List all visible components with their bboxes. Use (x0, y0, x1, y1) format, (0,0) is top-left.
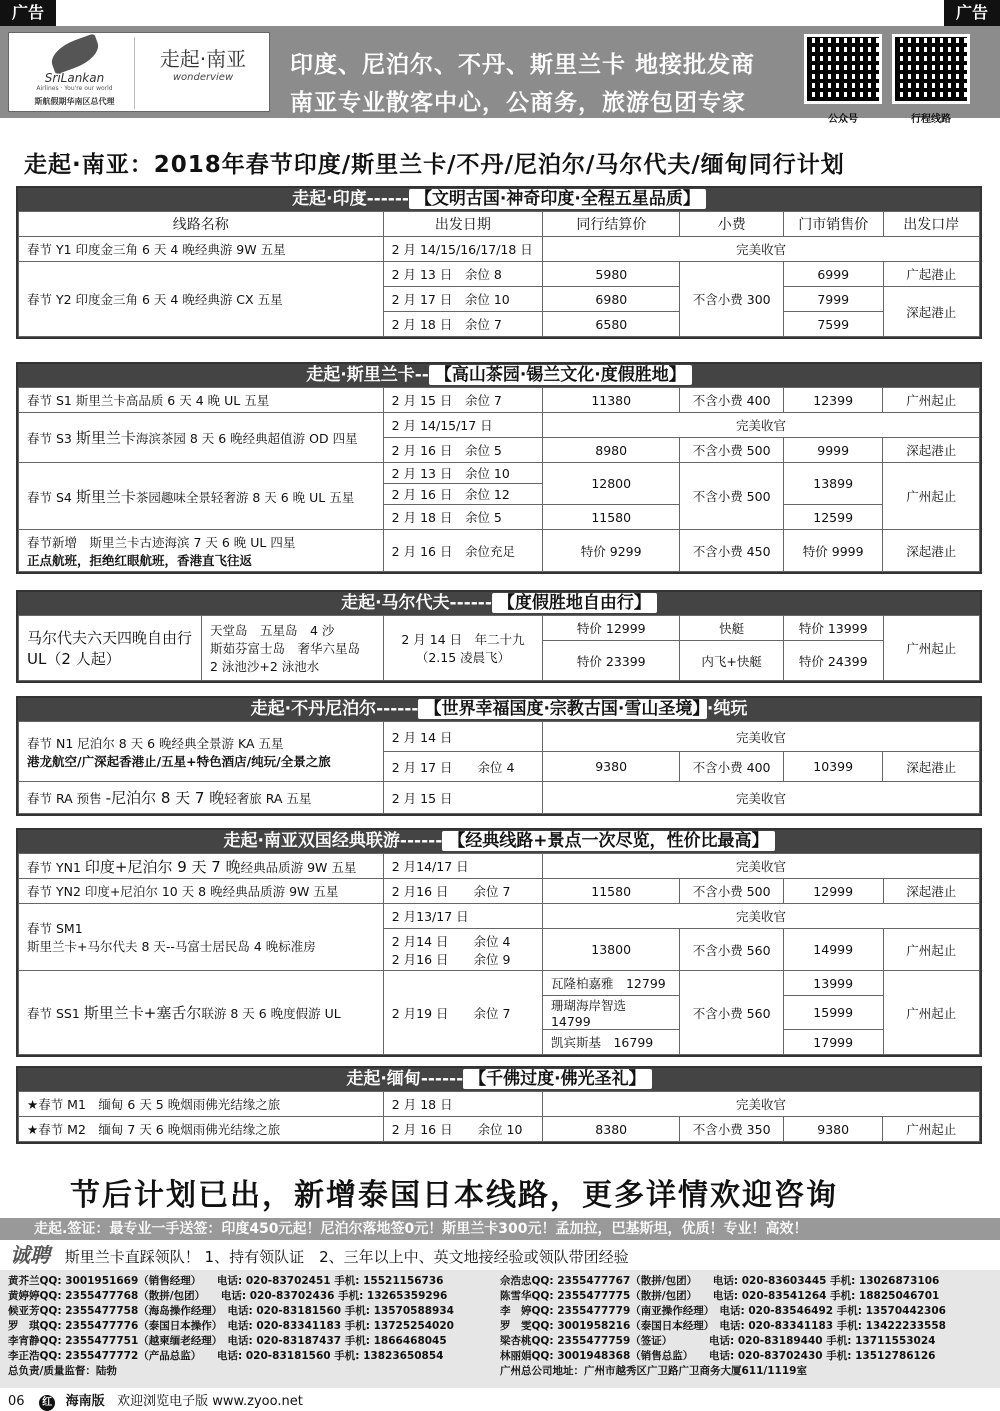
retail-price: 12999 (783, 879, 883, 904)
srilanka-table (18, 387, 980, 572)
date-line: 2 月14 日 余位 4 (391, 933, 511, 949)
route-desc: 轻奢旅 RA 五星 (224, 791, 312, 806)
recruit-row (0, 1242, 1000, 1268)
tip: 不含小费 560 (680, 929, 784, 971)
ad-label-left: 广告 (0, 0, 56, 26)
section-bar (18, 592, 980, 615)
route-country: 斯里兰卡+塞舌尔 (83, 1004, 202, 1022)
retail-price: 特价 9999 (783, 530, 883, 572)
status: 完美收官 (543, 413, 980, 438)
net-price: 6980 (543, 287, 680, 312)
section-dual-country (16, 828, 982, 1057)
port: 广州起止 (883, 463, 980, 530)
table-header-row (19, 212, 980, 237)
tip: 不含小费 400 (680, 388, 783, 413)
contact-row (8, 1304, 992, 1319)
departure-date: 2 月 13 日 余位 10 (383, 463, 542, 484)
airline-bird-icon (47, 33, 103, 75)
table-row[interactable] (19, 1117, 980, 1142)
tip: 不含小费 450 (680, 530, 783, 572)
port: 广起港止 (883, 262, 980, 287)
departure-date: 2 月 16 日 余位 10 (383, 1117, 542, 1142)
supervisor: 总负责/质量监督：陆勃 (8, 1365, 117, 1377)
page-title: 走起·南亚：2018年春节印度/斯里兰卡/不丹/尼泊尔/马尔代夫/缅甸同行计划 (24, 152, 845, 178)
contact-row (8, 1364, 992, 1379)
status: 完美收官 (543, 1092, 980, 1117)
net-price: 11580 (542, 879, 679, 904)
port: 广州起止 (883, 929, 980, 971)
route-desc: 茶园趣味全景轻奢游 8 天 6 晚 UL 五星 (135, 489, 355, 505)
col-net-price: 同行结算价 (543, 212, 680, 237)
dual-table (18, 853, 980, 1055)
website-link[interactable]: 欢迎浏览电子版 www.zyoo.net (117, 1394, 303, 1409)
bar-prefix: 走起·印度------ (292, 189, 409, 209)
table-row[interactable] (19, 262, 980, 287)
departure-date: 2 月 16 日 余位 12 (383, 484, 542, 505)
departure-date: 2 月 18 日 (383, 1092, 542, 1117)
myanmar-table (18, 1091, 980, 1142)
port: 深起港止 (883, 438, 980, 463)
island-options (201, 616, 383, 681)
route-title: 春节 N1 尼泊尔 8 天 6 晚经典全景游 KA 五星 (27, 735, 284, 751)
tip: 不含小费 400 (680, 752, 784, 782)
route-name (19, 782, 384, 814)
bar-suffix: ·纯玩 (706, 699, 748, 719)
route-name: ★春节 M1 缅甸 6 天 5 晚烟雨佛光结缘之旅 (19, 1092, 384, 1117)
srilankan-logo (15, 37, 135, 109)
net-price: 8980 (543, 438, 680, 463)
route-note: 正点航班，拒绝红眼航班，香港直飞往返 (27, 552, 253, 568)
section-bar (18, 830, 980, 853)
route-code: 春节 RA 预售 (27, 791, 106, 806)
contact-entry: 黄婷婷QQ: 2355477768（散拼/包团） 电话: 020-83702436 手机: 13265359296 (8, 1290, 448, 1302)
headline-2: 南亚专业散客中心，公商务，旅游包团专家 (290, 90, 746, 116)
bar-tag: 【度假胜地自由行】 (492, 593, 657, 613)
hotel-net-price: 12799 (625, 976, 666, 991)
status: 完美收官 (542, 722, 979, 752)
retail-price: 特价 13999 (783, 616, 883, 641)
route-country: -尼泊尔 8 天 7 晚 (105, 789, 225, 807)
contact-row (8, 1274, 992, 1289)
net-price: 6580 (543, 312, 680, 337)
tip: 不含小费 560 (680, 971, 784, 1055)
retail-price: 6999 (783, 262, 883, 287)
contact-entry: 罗 琪QQ: 2355477776（泰国日本操作） 电话: 020-83341183 手机: 13725254020 (8, 1320, 454, 1332)
hotel-net-price: 16799 (613, 1035, 654, 1050)
departure-date: 2 月 15 日 (383, 782, 542, 814)
table-row[interactable] (19, 237, 980, 262)
india-table (18, 211, 980, 337)
contact-entry: 梁杏桃QQ: 2355477759（签证） 电话: 020-83189440 手机: 13711553024 (500, 1335, 936, 1347)
route-name (19, 616, 202, 681)
departure-date: 2 月 14 日 (383, 722, 542, 752)
bar-tag: 【世界幸福国度·宗教古国·雪山圣境】 (418, 699, 706, 719)
tip: 不含小费 350 (680, 1117, 784, 1142)
route-name (19, 904, 384, 971)
route-title: 马尔代夫六天四晚自由行 (27, 629, 193, 647)
bar-prefix: 走起·马尔代夫------ (341, 593, 492, 613)
table-row[interactable] (19, 722, 980, 752)
departure-date: 2 月 16 日 余位 5 (383, 438, 542, 463)
agent-text: 斯航假期华南区总代理 (34, 97, 115, 106)
route-code: 春节 S3 (27, 431, 76, 446)
hotel-name: 凯宾斯基 (550, 1035, 601, 1050)
section-maldives (16, 590, 982, 683)
retail-price: 12599 (783, 505, 883, 530)
contact-entry: 黄芥兰QQ: 3001951669（销售经理） 电话: 020-83702451 手机: 15521156736 (8, 1275, 444, 1287)
route-code: 春节 YN1 (27, 859, 85, 875)
nepal-table (18, 721, 980, 814)
recruit-text: 斯里兰卡直踩领队！ 1、持有领队证 2、三年以上中、英文地接经验或领队带团经验 (64, 1248, 629, 1266)
departure-date (383, 929, 542, 971)
route-name: 春节 S1 斯里兰卡高品质 6 天 4 晚 UL 五星 (19, 388, 384, 413)
ad-label-right: 广告 (944, 0, 1000, 26)
table-row[interactable] (19, 616, 980, 641)
route-desc: 经典品质游 9W 五星 (240, 859, 357, 875)
route-title: 春节新增 斯里兰卡古迹海滨 7 天 6 晚 UL 四星 (27, 534, 296, 550)
retail-price: 7599 (783, 312, 883, 337)
route-country: 斯里兰卡 (75, 429, 136, 447)
edition-name: 海南版 (65, 1394, 105, 1409)
retail-price: 12399 (783, 388, 883, 413)
route-name: 春节 Y2 印度金三角 6 天 4 晚经典游 CX 五星 (19, 262, 384, 337)
col-date: 出发日期 (383, 212, 543, 237)
section-myanmar (16, 1066, 982, 1144)
net-price: 11380 (543, 388, 680, 413)
bar-tag: 【高山茶园·锡兰文化·度假胜地】 (429, 365, 692, 385)
contact-row (8, 1319, 992, 1334)
route-name: ★春节 M2 缅甸 7 天 6 晚烟雨佛光结缘之旅 (19, 1117, 384, 1142)
contact-entry: 林丽娟QQ: 3001948368（销售总监） 电话: 020-83702430 手机: 13512786126 (500, 1350, 936, 1362)
port: 广州起止 (883, 616, 979, 681)
transfer: 快艇 (680, 616, 783, 641)
bar-prefix: 走起·南亚双国经典联游------ (223, 831, 443, 851)
date-line: （2.15 凌晨飞） (415, 650, 511, 665)
route-name: 春节 Y1 印度金三角 6 天 4 晚经典游 9W 五星 (19, 237, 384, 262)
bar-prefix: 走起·缅甸------ (346, 1069, 464, 1089)
departure-date: 2 月19 日 余位 7 (383, 971, 542, 1055)
contact-entry: 佘浩忠QQ: 2355477767（散拼/包团） 电话: 020-83603445 手机: 13026873106 (500, 1275, 940, 1287)
table-row[interactable] (19, 1092, 980, 1117)
brand-en: wonderview (172, 72, 234, 83)
hotel-price (542, 996, 679, 1030)
departure-date: 2 月 14/15/16/17/18 日 (383, 237, 543, 262)
route-name (19, 971, 384, 1055)
qr-code-official-account[interactable] (804, 34, 882, 104)
hotel-net-price: 14799 (550, 1014, 591, 1029)
airline-sub: Airlines · You're our world (36, 85, 113, 92)
departure-date: 2 月 17 日 余位 4 (383, 752, 542, 782)
departure-date: 2 月 14/15/17 日 (383, 413, 542, 438)
table-row[interactable] (19, 388, 980, 413)
hotel-name: 珊瑚海岸智选 (550, 998, 626, 1013)
net-price: 13800 (542, 929, 679, 971)
retail-price: 13999 (783, 971, 883, 996)
contact-entry: 李 婷QQ: 2355477779（南亚操作经理） 电话: 020-83546492 手机: 13570442306 (500, 1305, 946, 1317)
route-code: 春节 SM1 (27, 921, 83, 936)
table-row[interactable] (19, 904, 980, 929)
logo-box (8, 32, 270, 112)
col-port: 出发口岸 (883, 212, 980, 237)
route-desc: 联游 8 天 6 晚度假游 UL (201, 1006, 341, 1021)
hotel-name: 瓦隆柏嘉雅 (550, 976, 614, 991)
table-row[interactable] (19, 879, 980, 904)
island-line: 天堂岛 五星岛 4 沙 (209, 623, 335, 638)
header-banner (0, 26, 1000, 125)
maldives-table (18, 615, 980, 681)
table-row[interactable] (19, 971, 980, 996)
bar-prefix: 走起·不丹尼泊尔------ (250, 699, 419, 719)
island-line: 2 泳池沙+2 泳池水 (209, 659, 320, 674)
bar-tag: 【千佛过度·佛光圣礼】 (463, 1069, 651, 1089)
port: 深起港止 (883, 530, 980, 572)
departure-date: 2 月14/17 日 (383, 854, 542, 879)
visa-banner: 走起.签证：最专业一手送签：印度450元起！尼泊尔落地签0元！斯里兰卡300元！孟加拉，巴基斯坦，优质！专业！高效！ (0, 1218, 1000, 1240)
contact-entry: 陈雪华QQ: 2355477775（散拼/包团） 电话: 020-83541264 手机: 18825046701 (500, 1290, 940, 1302)
net-price: 9380 (542, 752, 679, 782)
hotel-price (542, 1030, 679, 1055)
col-retail: 门市销售价 (783, 212, 883, 237)
status: 完美收官 (542, 782, 979, 814)
net-price: 特价 23399 (543, 641, 680, 681)
section-india (16, 186, 982, 339)
route-country: 斯里兰卡 (75, 487, 136, 506)
net-price: 特价 12999 (543, 616, 680, 641)
contact-entry: 李宵静QQ: 2355477751（越柬缅老经理） 电话: 020-83187437 手机: 1866468045 (8, 1335, 447, 1347)
brand-cn: 走起·南亚 (159, 47, 247, 71)
route-name: 春节 YN2 印度+尼泊尔 10 天 8 晚经典品质游 9W 五星 (19, 879, 384, 904)
retail-price: 9999 (783, 438, 883, 463)
contact-entry: 罗 雯QQ: 3001958216（泰国日本经理） 电话: 020-83341183 手机: 13422233558 (500, 1320, 946, 1332)
route-name (19, 530, 384, 572)
net-price: 特价 9299 (543, 530, 680, 572)
qr-code-itinerary[interactable] (892, 34, 970, 104)
contact-entry: 李正浩QQ: 2355477772（产品总监） 电话: 020-83181560 手机: 13823650854 (8, 1350, 444, 1362)
departure-date: 2 月13/17 日 (383, 904, 542, 929)
hotel-price (542, 971, 679, 996)
edition-badge-icon: 红 (39, 1395, 55, 1411)
contact-row (8, 1334, 992, 1349)
qr2-caption: 行程线路 (911, 114, 951, 125)
departure-date: 2 月 18 日 余位 5 (383, 505, 542, 530)
island-line: 斯茹芬富士岛 奢华六星岛 (209, 641, 360, 656)
table-row[interactable] (19, 413, 980, 438)
port: 深起港止 (883, 879, 980, 904)
port: 广州起止 (883, 971, 980, 1055)
headline-1: 印度、尼泊尔、不丹、斯里兰卡 地接批发商 (290, 52, 756, 78)
retail-price: 13899 (783, 463, 883, 505)
departure-date: 2 月 15 日 余位 7 (383, 388, 542, 413)
departure-date: 2 月 18 日 余位 7 (383, 312, 543, 337)
contact-entry: 候亚芳QQ: 2355477758（海岛操作经理） 电话: 020-83181560 手机: 13570588934 (8, 1305, 454, 1317)
route-desc: 海滨茶园 8 天 6 晚经典超值游 OD 四星 (135, 431, 358, 446)
bar-tag: 【文明古国·神奇印度·全程五星品质】 (409, 189, 706, 209)
route-name (19, 463, 384, 530)
route-country: 印度+尼泊尔 9 天 7 晚 (84, 857, 241, 876)
port: 深起港止 (883, 752, 980, 782)
retail-price: 14999 (783, 929, 883, 971)
retail-price: 9380 (783, 1117, 883, 1142)
route-name (19, 413, 384, 463)
retail-price: 15999 (783, 996, 883, 1030)
tip: 不含小费 500 (680, 463, 783, 530)
airline-name: SriLankan (44, 71, 105, 85)
date-line: 2 月 14 日 年二十九 (401, 632, 525, 647)
contact-row (8, 1289, 992, 1304)
route-name (19, 722, 384, 782)
col-route: 线路名称 (19, 212, 384, 237)
table-row[interactable] (19, 854, 980, 879)
route-name (19, 854, 384, 879)
section-srilanka (16, 362, 982, 574)
status: 完美收官 (543, 237, 980, 262)
section-bar (18, 364, 980, 387)
departure-date: 2 月 16 日 余位充足 (383, 530, 542, 572)
table-row[interactable] (19, 782, 980, 814)
tip: 不含小费 300 (680, 262, 783, 337)
net-price: 5980 (543, 262, 680, 287)
contact-row (8, 1349, 992, 1364)
net-price: 8380 (543, 1117, 680, 1142)
port: 广州起止 (883, 388, 980, 413)
col-tip: 小费 (680, 212, 783, 237)
table-row[interactable] (19, 463, 980, 484)
departure-date: 2 月16 日 余位 7 (383, 879, 542, 904)
wonderview-logo (141, 37, 265, 109)
qr1-caption: 公众号 (828, 114, 858, 125)
status: 完美收官 (542, 904, 979, 929)
retail-price: 10399 (783, 752, 883, 782)
section-bhutan-nepal (16, 696, 982, 816)
route-note: 港龙航空/广深起香港止/五星+特色酒店/纯玩/全景之旅 (27, 753, 331, 769)
section-bar (18, 698, 980, 721)
retail-price: 7999 (783, 287, 883, 312)
tip: 不含小费 500 (680, 879, 784, 904)
bar-prefix: 走起·斯里兰卡-- (306, 365, 429, 385)
route-note: UL（2 人起） (27, 650, 121, 668)
transfer: 内飞+快艇 (680, 641, 783, 681)
port: 深起港止 (883, 287, 980, 337)
footer-slogan: 节后计划已出，新增泰国日本线路，更多详情欢迎咨询 (70, 1178, 838, 1213)
bar-tag: 【经典线路+景点一次尽览，性价比最高】 (442, 831, 774, 851)
departure-date (383, 616, 542, 681)
departure-date: 2 月 13 日 余位 8 (383, 262, 543, 287)
net-price: 11580 (543, 505, 680, 530)
retail-price: 17999 (783, 1030, 883, 1055)
route-desc: 斯里兰卡+马尔代夫 8 天--马富士居民岛 4 晚标准房 (27, 939, 316, 954)
section-bar (18, 1068, 980, 1091)
date-line: 2 月16 日 余位 9 (391, 951, 511, 967)
tip: 不含小费 500 (680, 438, 783, 463)
route-code: 春节 SS1 (27, 1006, 84, 1021)
contact-list (0, 1270, 1000, 1388)
page-number: 06 (8, 1394, 25, 1409)
status: 完美收官 (542, 854, 979, 879)
recruit-tag: 诚聘 (10, 1243, 50, 1267)
route-code: 春节 S4 (27, 489, 76, 505)
port: 广州起止 (883, 1117, 980, 1142)
net-price: 12800 (543, 463, 680, 505)
section-bar (18, 188, 980, 211)
company-address: 广州总公司地址：广州市越秀区广卫路广卫商务大厦611/1119室 (500, 1365, 807, 1377)
retail-price: 特价 24399 (783, 641, 883, 681)
table-row[interactable] (19, 530, 980, 572)
departure-date: 2 月 17 日 余位 10 (383, 287, 543, 312)
